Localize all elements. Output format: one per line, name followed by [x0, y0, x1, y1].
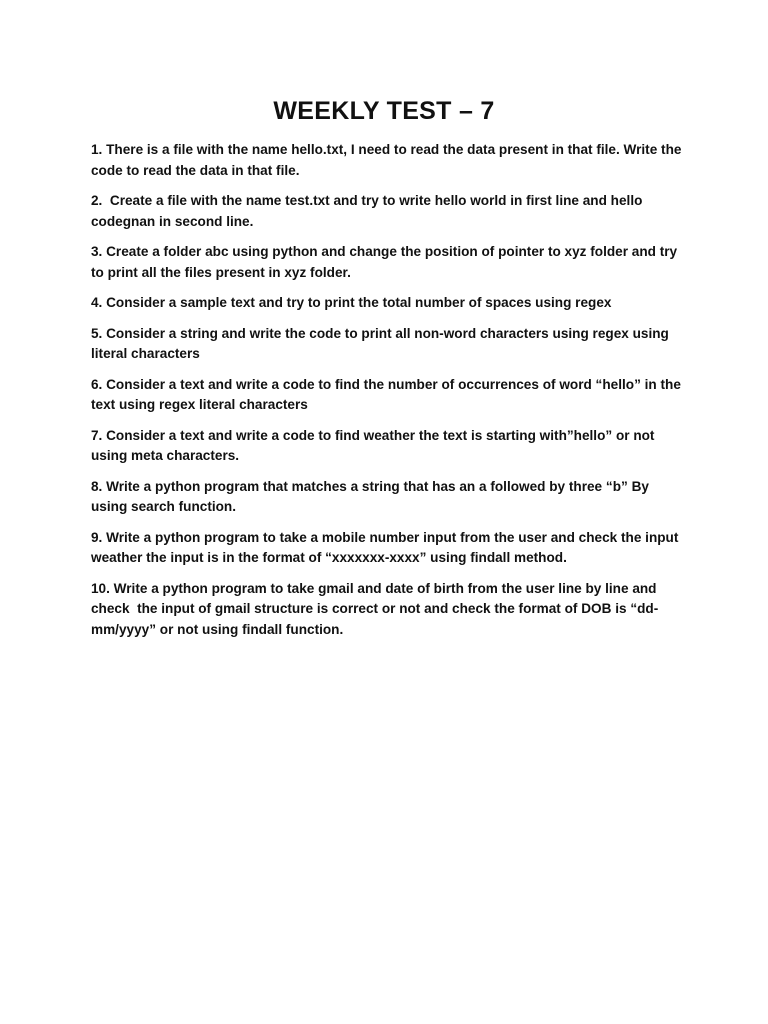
question-item-4: 4. Consider a sample text and try to print the total number of spaces using regex [91, 295, 612, 310]
question-item-7: 7. Consider a text and write a code to find weather the text is starting with”hello” or not using meta characters. [91, 427, 659, 463]
question-item-2: 2. Create a file with the name test.txt and try to write hello world in first line and hello codegnan in second line. [91, 193, 647, 229]
question-item-1: 1. There is a file with the name hello.txt, I need to read the data present in that file. Write the code to read the data in that file. [91, 142, 686, 178]
question-item-6: 6. Consider a text and write a code to find the number of occurrences of word “hello” in the text using regex literal characters [91, 376, 685, 412]
question-list [91, 140, 686, 650]
question-item-5: 5. Consider a string and write the code to print all non-word characters using regex using literal characters [91, 325, 673, 361]
question-item-9: 9. Write a python program to take a mobile number input from the user and check the input weather the input is in the format of “xxxxxxx-xxxx” using findall method. [91, 529, 683, 565]
question-item-3: 3. Create a folder abc using python and change the position of pointer to xyz folder and try to print all the files present in xyz folder. [91, 244, 681, 280]
question-item-10: 10. Write a python program to take gmail and date of birth from the user line by line and check the input of gmail structure is correct or not and check the format of DOB is “dd-mm/yyyy” or not using findall function. [91, 580, 661, 637]
question-item-8: 8. Write a python program that matches a string that has an a followed by three “b” By using search function. [91, 478, 653, 514]
page-title: WEEKLY TEST – 7 [273, 97, 495, 125]
